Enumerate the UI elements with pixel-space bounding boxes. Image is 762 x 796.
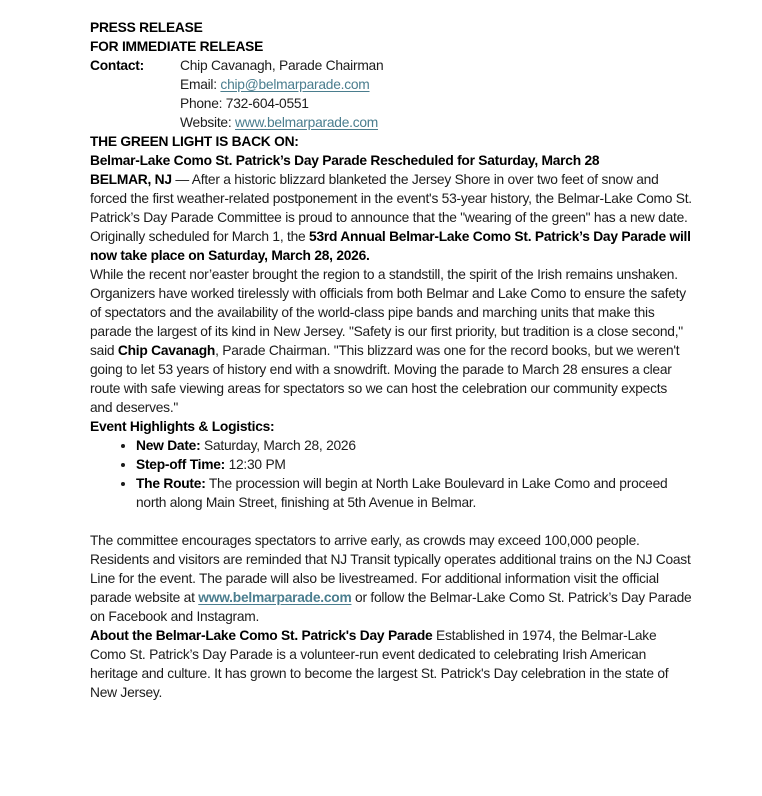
phone-line [90, 94, 692, 113]
event-bullets [90, 436, 692, 512]
logistics-body-2: or follow the Belmar-Lake Como St. Patrick’s Day Parade on Facebook and Instagram. [90, 590, 692, 624]
document-body [90, 18, 692, 702]
logistics-paragraph [90, 531, 692, 626]
headline-kicker [90, 132, 692, 151]
email-label: Email: [180, 77, 221, 92]
quote-body-1: While the recent nor’easter brought the region to a standstill, the spirit of the Irish remains unshaken. Organizers have worked tirelessly with officials from both Belmar and Lake Como to ensure the safety of spectators and the availability of the world-class pipe bands and marching units that make this parade the largest of its kind in New Jersey. "Safety is our first priority, but tradition is a close second," said [90, 267, 686, 358]
quote-speaker: Chip Cavanagh [117, 343, 216, 358]
new-date-value: Saturday, March 28, 2026 [200, 438, 356, 453]
headline [90, 151, 692, 170]
logistics-body-1: The committee encourages spectators to arrive early, as crowds may exceed 100,000 people. Residents and visitors are reminded that NJ Transit typically operates additional trains on the NJ Coast Line for the event. The parade will also be livestreamed. For additional information visit the official parade website at [90, 533, 691, 605]
parade-website-link[interactable]: www.belmarparade.com [198, 590, 352, 605]
email-link[interactable]: chip@belmarparade.com [220, 77, 370, 92]
event-highlights-heading [90, 417, 692, 436]
website-label: Website: [180, 115, 236, 130]
step-off-value: 12:30 PM [225, 457, 286, 472]
about-body: Established in 1974, the Belmar-Lake Como St. Patrick’s Day Parade is a volunteer-run event dedicated to celebrating Irish American heritage and culture. It has grown to become the largest St. Patrick's Day celebration in the state of New Jersey. [90, 628, 669, 700]
press-release-text: PRESS RELEASE [90, 20, 203, 35]
dateline-body: — After a historic blizzard blanketed the Jersey Shore in over two feet of snow and forced the first weather-related postponement in the event's 53-year history, the Belmar-Lake Como St. Patrick’s Day Parade Committee is proud to announce that the "wearing of the green" has a new date. Originally scheduled for March 1, the [90, 172, 692, 244]
about-paragraph [90, 626, 692, 702]
headline-kicker-text: THE GREEN LIGHT IS BACK ON: [90, 134, 299, 149]
step-off-label: Step-off Time: [136, 457, 225, 472]
dateline-bold-announcement: 53rd Annual Belmar-Lake Como St. Patrick’s Day Parade will now take place on Saturday, March 28, 2026. [90, 229, 691, 263]
about-heading: About the Belmar-Lake Como St. Patrick's Day Parade [90, 628, 433, 643]
event-highlights-text: Event Highlights & Logistics: [90, 419, 275, 434]
step-off-item [136, 455, 692, 474]
for-immediate-release-text: FOR IMMEDIATE RELEASE [90, 39, 264, 54]
dateline-city: BELMAR, NJ [90, 172, 172, 187]
for-immediate-release-label [90, 37, 692, 56]
contact-line [90, 56, 692, 75]
contact-value [180, 56, 383, 75]
phone-text: Phone: 732-604-0551 [180, 96, 309, 111]
route-value: The procession will begin at North Lake Boulevard in Lake Como and proceed north along Main Street, finishing at 5th Avenue in Belmar. [136, 476, 668, 510]
quote-body-2: , Parade Chairman. "This blizzard was one for the record books, but we weren't going to let 53 years of history end with a snowdrift. Moving the parade to March 28 ensures a clear route with safe viewing areas for spectators so we can host the celebration our community expects and deserves." [90, 343, 680, 415]
press-release-label [90, 18, 692, 37]
route-label: The Route: [136, 476, 206, 491]
contact-name: Chip Cavanagh, Parade Chairman [180, 58, 384, 73]
contact-label: Contact: [90, 58, 144, 73]
email-line [90, 75, 692, 94]
dateline-paragraph [90, 170, 692, 265]
website-line [90, 113, 692, 132]
route-item [136, 474, 692, 512]
new-date-label: New Date: [136, 438, 201, 453]
quote-paragraph [90, 265, 692, 417]
headline-text: Belmar-Lake Como St. Patrick’s Day Parade Rescheduled for Saturday, March 28 [90, 153, 600, 168]
website-link[interactable]: www.belmarparade.com [235, 115, 379, 130]
new-date-item [136, 436, 692, 455]
